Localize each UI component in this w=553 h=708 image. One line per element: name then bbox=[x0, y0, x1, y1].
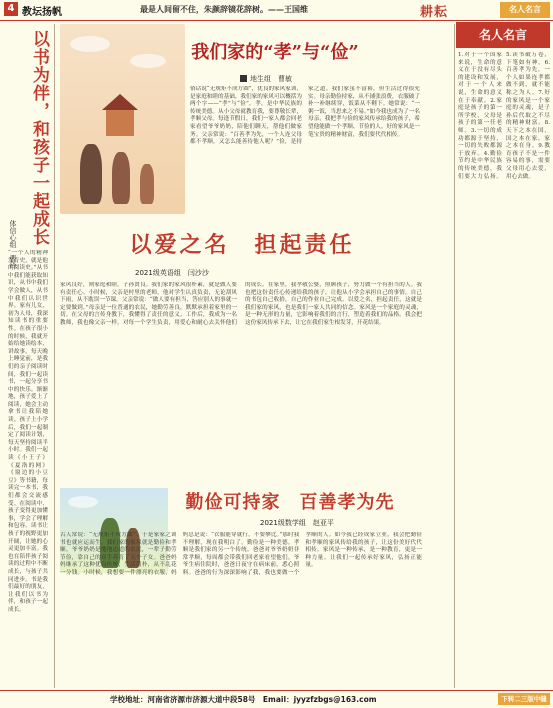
sidebar-body: 1.对于一个国家来说，生命的意义在于没有尽头的建设和发展，对于一个人来说，生命的意义在于奉献。2.家庭是孩子的第一所学校，父母是孩子的第一任老师。3.一切的成功都源于坚持，一切的失败都源于放弃。4.勤俭节约是中华民族的传统美德，我们要大力弘扬。5.读书破万卷，下笔如有神。6.百善孝为先，一个人如果连孝都做不到，就不能称之为人。7.好的家风是一个家庭的灵魂，是子孙后代取之不尽的精神财富。8.天下之本在国，国之本在家，家之本在身。9.教育孩子不是一件容易的事，需要父母用心去爱，用心去做。 bbox=[458, 52, 550, 180]
cloud-shape bbox=[68, 496, 98, 508]
left-article-author: 体信心组 曹玲 bbox=[9, 220, 17, 269]
author-marker-icon bbox=[240, 75, 247, 82]
article2-title: 以爱之名 担起责任 bbox=[129, 232, 355, 258]
house-shape bbox=[106, 110, 134, 136]
article1-title: 我们家的“孝”与“俭” bbox=[191, 42, 359, 63]
left-article-title: 以书为伴，和孩子一起成长 bbox=[29, 30, 49, 246]
edition-label: 名人名言 bbox=[500, 2, 550, 18]
article3-title: 勤俭可持家 百善孝为先 bbox=[185, 492, 395, 513]
article1-author: 地生组 曹敏 bbox=[250, 75, 292, 83]
divider bbox=[454, 24, 455, 688]
divider bbox=[54, 24, 55, 688]
article3-body: 古人常说：“无规矩不成方圆”，于是家家之训书也就应运而生。我们家的家风就是勤俭和孝顺。爷爷奶奶是地地道道的农民，一辈子勤劳节俭，靠自己的双手养育了五个子女。爸爸妈妈继承了这种优良传统，生活简朴，从不乱花一分钱。小时候，我想要一件漂亮的衣服，妈妈总是说：“衣服能穿就行，不要攀比。”那时我不理解，现在我明白了，勤俭是一种美德。孝顺是我们家的另一个传统。爸爸对爷爷奶奶非常孝顺，每周都会带我们回老家看望他们。爷爷生病住院时，爸爸日夜守在病床前，悉心照料。爸爸的行为深深影响了我，我也要做一个孝顺的人。如今我已经成家立业，我会把勤俭和孝顺的家风传给我的孩子，让这份美好代代相传。家风是一种传承，是一种教育，更是一种力量。让我们一起传承好家风，弘扬正能量。 bbox=[60, 532, 422, 576]
person-figure bbox=[140, 164, 154, 204]
article2-body: 家风良好，则家庭和睦，子孙贤良。我们家的家风很朴素，就是做人要有责任心。小时候，父亲是村里的老师，他对学生认真负责，无论刮风下雨，从不耽误一节课。父亲常说：“做人要有担当，答应别人的事就一定要做到。”母亲是一位普通的农民，她勤劳善良，默默承担着家里的一切。在父母的言传身教下，我懂得了责任的意义。工作后，我成为一名教师，我也像父亲一样，对每一个学生负责，用爱心和耐心去关怀他们的成长。在家里，我孝敬公婆，照顾孩子，努力做一个有担当的人。我也把这份责任心传递给我的孩子，让他从小学会承担自己的事情，自己的书包自己收拾，自己的作业自己完成。以爱之名，担起责任，这就是我们家的家风，也是我们一家人共同的信念。家风是一个家庭的灵魂，是一种无形的力量，它影响着我们的言行，塑造着我们的品格。我会把这份家风传承下去，让它在我们家生根发芽，开花结果。 bbox=[60, 282, 422, 326]
page-number: 4 bbox=[4, 2, 18, 16]
person-figure bbox=[80, 144, 102, 204]
footer-continuation-label: 下转二三版中缝 bbox=[498, 693, 550, 705]
person-figure bbox=[112, 152, 130, 204]
header-motto: 最是人间留不住，朱颜辞镜花辞树。——王国维 bbox=[140, 5, 308, 14]
footer-text: 学校地址：河南省济源市济源大道中段58号 Email：jyyzfzbgs@163.com bbox=[110, 695, 377, 704]
sidebar-title: 名人名言 bbox=[456, 22, 550, 48]
section-title: 教坛扬帆 bbox=[22, 7, 62, 18]
article1-body: 俗话说“无规矩不成方圆”，优良的家风家训，是家庭和睦的基础。我们家的家风可以概括为两个字——“孝”与“俭”。孝，是中华民族的传统美德。从小父母就教育我，要尊敬长辈，孝顺父母。每逢节假日，我们一家人都会回老家看望爷爷奶奶，陪他们聊天，帮他们做家务。父亲常说：“百善孝为先，一个人连父母都不孝顺，又怎么能善待他人呢？”俭，是持家之道。我们家虽不富裕，但生活过得很充实。母亲勤俭持家，从不铺张浪费，衣服破了补一补继续穿，饭菜从不剩下。她常说：“一粥一饭，当思来之不易。”如今我也成为了一名母亲，我把孝与俭的家风传承给我的孩子，希望他能做一个孝顺、节俭的人。好的家风是一笔宝贵的精神财富，我们要代代相传。 bbox=[190, 86, 420, 146]
masthead: 耕耘 bbox=[420, 5, 449, 20]
article2-author: 2021级英语组 闫沙沙 bbox=[135, 269, 209, 277]
roof-shape bbox=[102, 94, 138, 110]
left-article-body: “一个人的精神发育史，就是他的阅读史。”从书中我们能获取知识，从书中我们学会做人，从书中我们认识世界。家有儿女，初为人母，我深知读书的重要性。在孩子很小的时候，我就开始给她读绘本，讲故事。每天晚上睡觉前，是我们的亲子阅读时间，我们一起读书，一起分享书中的快乐。渐渐地，孩子爱上了阅读，她会主动拿书让我陪她读。孩子上小学后，我们一起制定了阅读计划，每天坚持阅读半小时。我们一起读《小王子》《夏洛的网》《窗边的小豆豆》等书籍，每读完一本书，我们都会交流感受。在阅读中，孩子变得更加懂事，学会了理解和包容。读书让孩子的视野更加开阔，让她的心灵更加丰富。我也在陪伴孩子阅读的过程中不断成长，与孩子共同进步。书是我们最好的朋友，让我们以书为伴，和孩子一起成长。 bbox=[8, 250, 48, 613]
cloud-shape bbox=[70, 36, 110, 52]
article3-author: 2021级数学组 赵亚平 bbox=[260, 519, 334, 527]
